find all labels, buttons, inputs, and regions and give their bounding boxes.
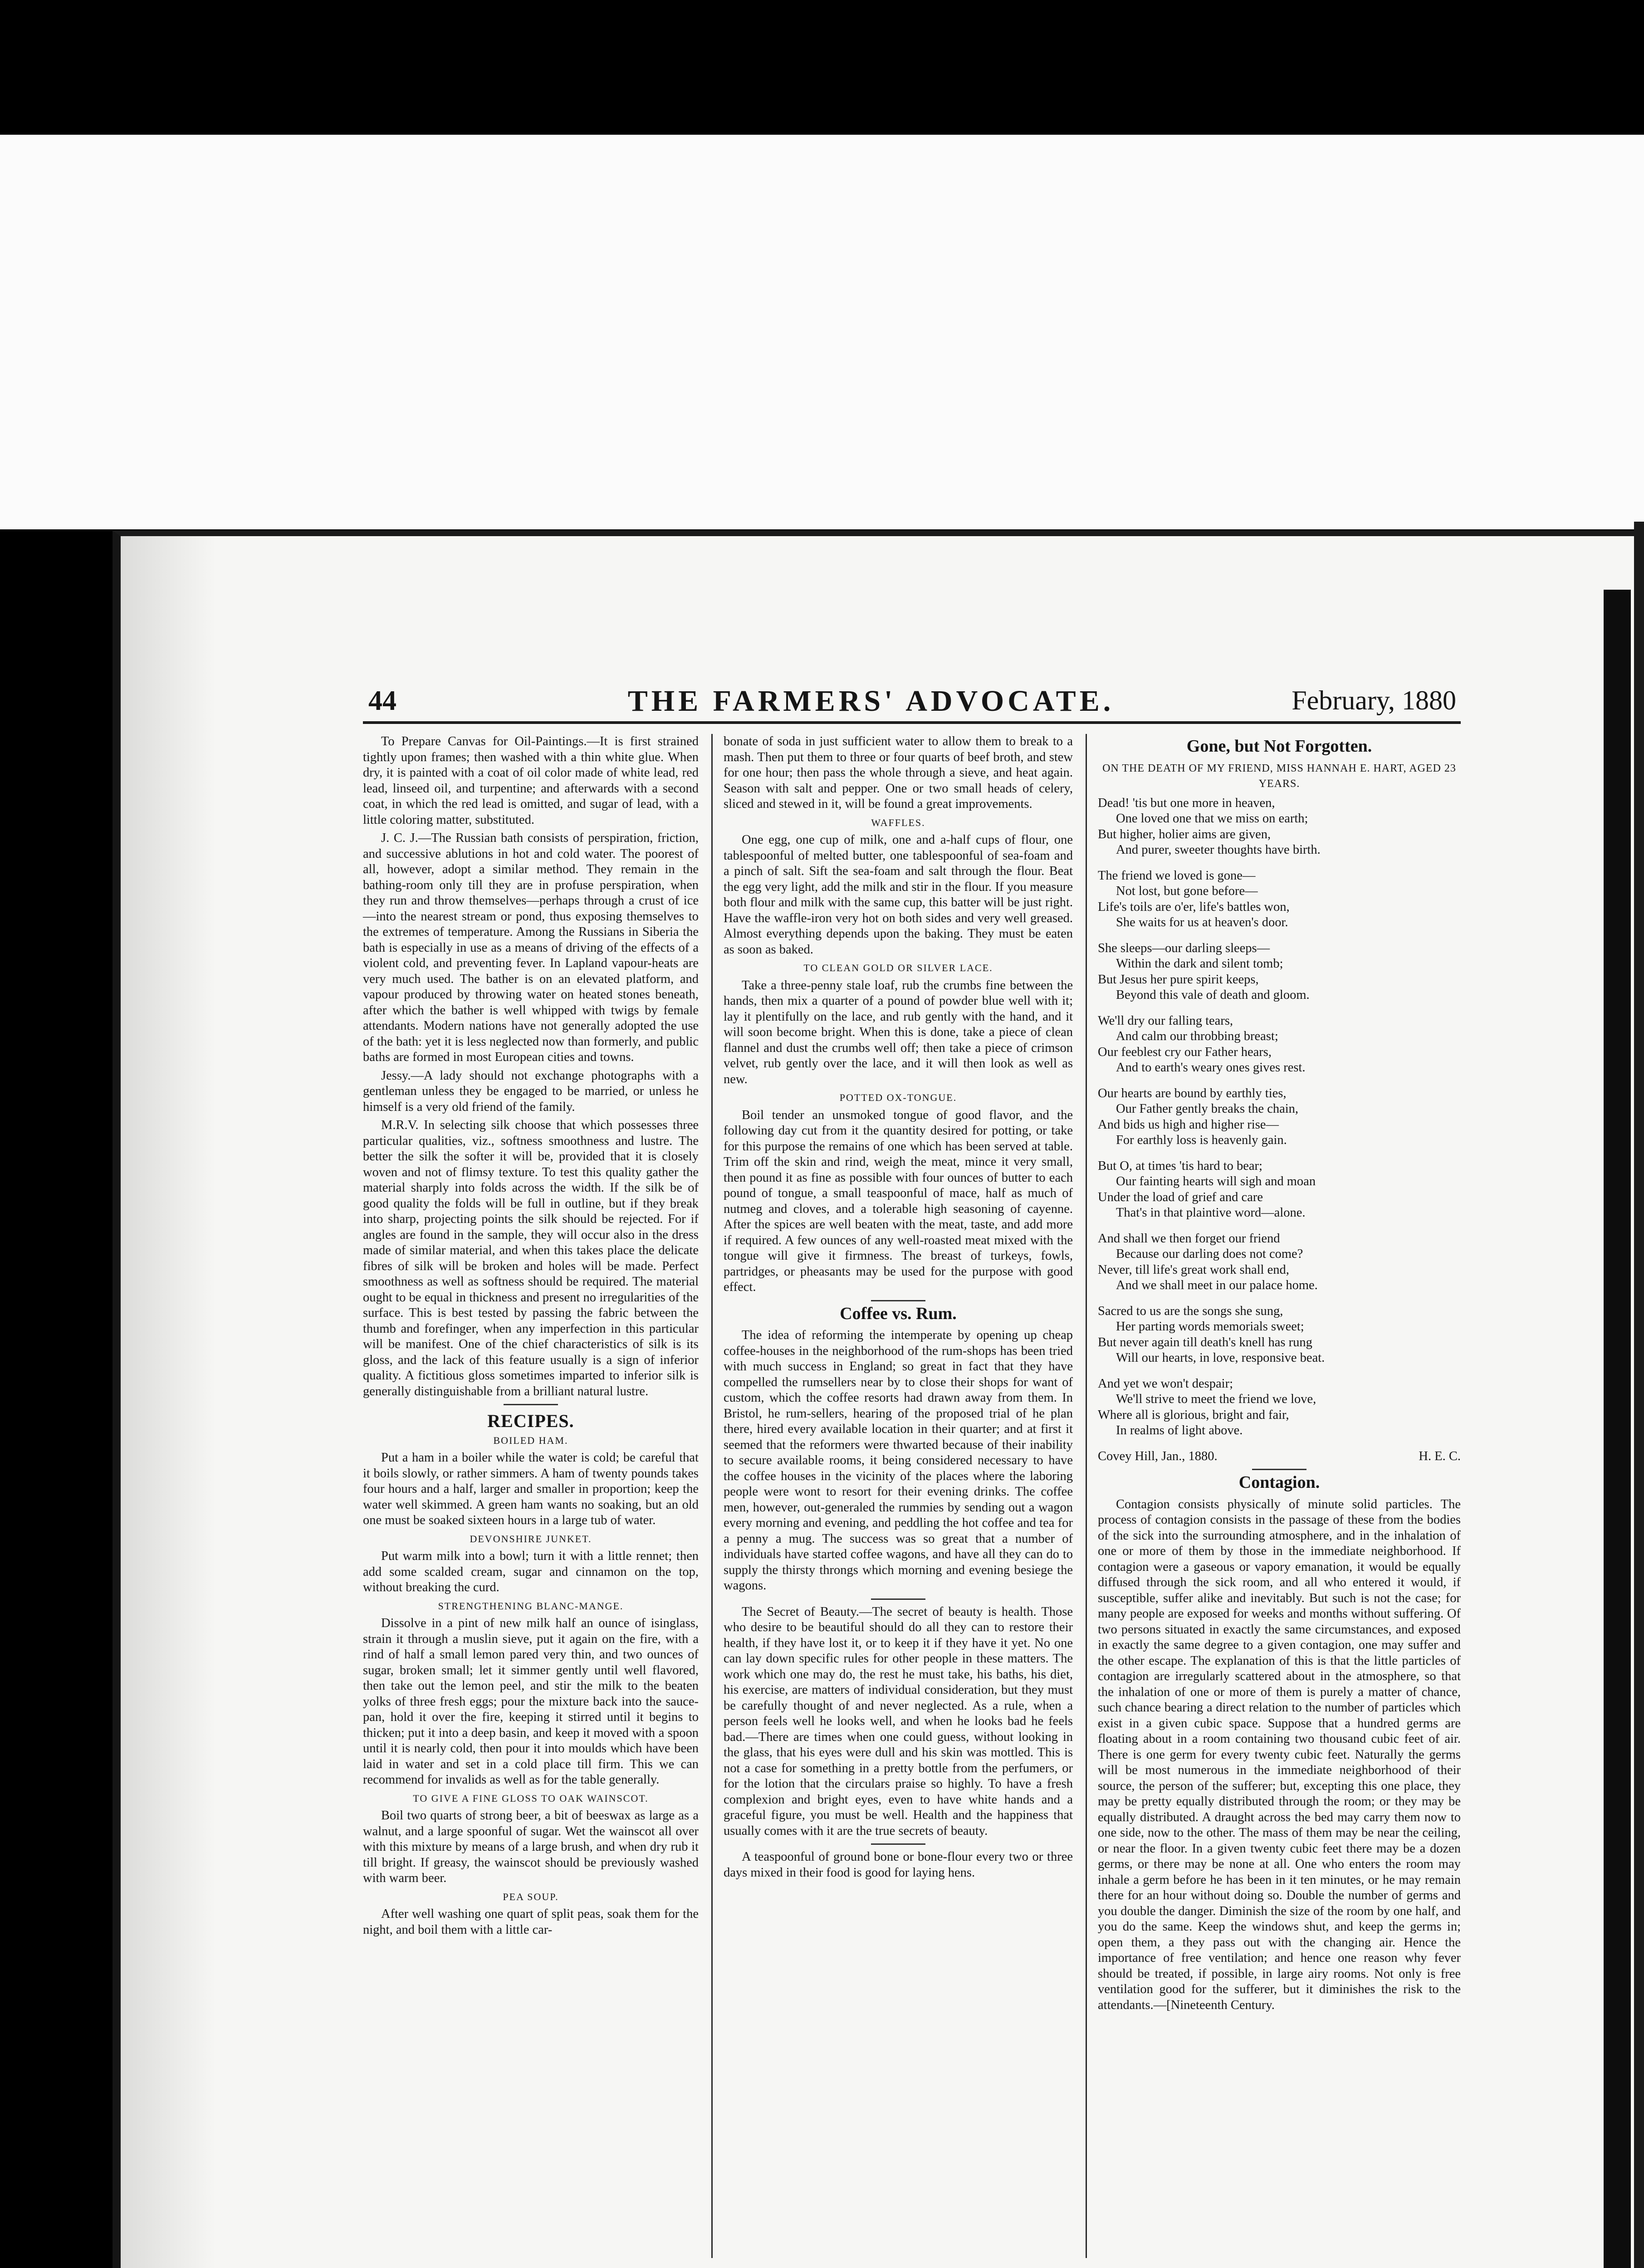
coffee-rum-heading: Coffee vs. Rum. — [840, 1304, 957, 1323]
divider — [871, 1300, 925, 1301]
recipe-title: DEVONSHIRE JUNKET. — [470, 1533, 592, 1545]
poem-line: Our Father gently breaks the chain, — [1116, 1102, 1299, 1116]
poem-line: That's in that plaintive word—alone. — [1116, 1206, 1306, 1220]
poem-dedication: ON THE DEATH OF MY FRIEND, MISS HANNAH E. HART, AGED 23 YEARS. — [1102, 762, 1456, 790]
issue-date: February, 1880 — [1292, 685, 1456, 715]
upper-blank-sheet — [0, 135, 1644, 529]
poem-line: Dead! 'tis but one more in heaven, — [1098, 796, 1275, 810]
poem-line: Our fainting hearts will sigh and moan — [1116, 1174, 1316, 1188]
poem-stanza — [1098, 1376, 1461, 1439]
poem-line: And bids us high and higher rise— — [1098, 1117, 1279, 1132]
poem-line: The friend we loved is gone— — [1098, 868, 1256, 883]
poem-stanza — [1098, 1231, 1461, 1294]
poem-line: She waits for us at heaven's door. — [1116, 915, 1288, 929]
poem-line: Because our darling does not come? — [1116, 1247, 1303, 1261]
poem-stanza — [1098, 868, 1461, 931]
beauty-article: The Secret of Beauty.—The secret of beauty is health. Those who desire to be beautiful should do all they can to restore their health, if they have lost it, or to keep it if they have it yet. No one can lay down specific rules for other people in these matters. The work which one may do, the rest he must take, his baths, his diet, his exercise, are matters of individual consideration, but they must be carefully thought of and never neglected. As a rule, when a person feels well he looks well, and when he looks bad he feels bad.—There are times when one could guess, without looking in the glass, that his eyes were dull and his skin was mottled. This is not a case for something in a pretty bottle from the perfumers, or for the lotion that the circulars praise so highly. To have a fresh complexion and bright eyes, even to have white hands and a graceful figure, you must be well. Health and the happiness that usually comes with it are the true secrets of beauty. — [724, 1604, 1073, 1838]
recipe-title: TO CLEAN GOLD OR SILVER LACE. — [803, 962, 993, 973]
silk-article: M.R.V. In selecting silk choose that which possesses three particular qualities, viz., softness smoothness and lustre. The better the silk the softer it will be, provided that it is closely woven and not of flimsy texture. To test this quality gather the material sharply into folds across the width. If the silk be of good quality the folds will be full in outline, but if they break into sharp, projecting points the silk should be rejected. For if angles are found in the sample, they will occur also in the dress made of similar material, and when this takes place the delicate fibres of silk will be broken and holes will be made. Perfect smoothness as well as softness should be required. The material ought to be equal in thickness and present no irregularities of the surface. This is best tested by passing the fabric between the thumb and forefinger, when any imperfection in this particular will be manifest. One of the chief characteristics of silk is its gloss, and the lack of this feature usually is a sign of inferior quality. A fictitious gloss sometimes imparted to inferior silk is generally distinguishable from a brilliant natural lustre. — [363, 1118, 699, 1398]
right-scan-border — [1634, 522, 1644, 2268]
russian-bath-article: J. C. J.—The Russian bath consists of perspiration, friction, and successive ablutions in hot and cold water. The poorest of all, however, adopt a similar method. They remain in the bathing-room only till they are in profuse perspiration, when they run and throw themselves—perhaps through a crust of ice—into the nearest stream or pond, thus exposing themselves to the extremes of temperature. Among the Russians in Siberia the bath is especially in use as a means of driving of the effects of a violent cold, and preventing fever. In Lapland vapour-heats are very much used. The bather is on an elevated platform, and vapour produced by throwing water on heated stones beneath, after which the bather is well whipped with twigs by female attendants. Modern nations have not generally adopted the use of the bath: yet it is less neglected now than formerly, and public baths are formed in most European cities and towns. — [363, 831, 699, 1064]
poem-stanza — [1098, 1013, 1461, 1076]
recipe-title: PEA SOUP. — [503, 1891, 559, 1902]
recipe-body: Dissolve in a pint of new milk half an ounce of isinglass, strain it through a muslin sieve, put it again on the fire, with a rind of half a small lemon pared very thin, and two ounces of sugar, broken small; let it simmer gently until well flavored, then take out the lemon peel, and stir the milk to the beaten yolks of three fresh eggs; pour the mixture back into the sauce-pan, hold it over the fire, keeping it stirred until it begins to thicken; put it into a deep basin, and keep it moved with a spoon until it is nearly cold, then pour it into moulds which have been laid in water and set in a cold place till firm. This we can recommend for invalids as well as for the table generally. — [363, 1616, 699, 1787]
poem-line: And shall we then forget our friend — [1098, 1231, 1280, 1246]
page-header — [363, 680, 1461, 724]
divider — [871, 1598, 925, 1600]
poem-line: Beyond this vale of death and gloom. — [1116, 988, 1310, 1002]
poem-line: In realms of light above. — [1116, 1423, 1243, 1437]
recipe-title: STRENGTHENING BLANC-MANGE. — [438, 1600, 624, 1612]
column-rule-1 — [711, 734, 713, 2258]
contagion-article: Contagion consists physically of minute solid particles. The process of contagion consists in the passage of these from the bodies of the sick into the surrounding atmosphere, and in the inhalation of one or more of them by those in the immediate neighborhood. If contagion were a gaseous or vapory emanation, it would be equally diffused through the sick room, and all who entered it would, if susceptible, suffer alike and inevitably. But such is not the case; for many people are exposed for weeks and months without suffering. Of two persons situated in exactly the same circumstances, and exposed in exactly the same degree to a given contagion, one may suffer and the other escape. The explanation of this is that the little particles of contagion are irregularly scattered about in the atmosphere, so that the inhalation of one or more of them is purely a matter of chance, such chance bearing a direct relation to the number of particles which exist in a given cubic space. Suppose that a hundred germs are floating about in a room containing two thousand cubic feet of air. There is one germ for every twenty cubic feet. Naturally the germs will be most numerous in the immediate neighborhood of their source, the person of the sufferer; but, excepting this one place, they may be pretty equally distributed through the room; or they may be equally distributed. A draught across the bed may carry them now to one side, now to the other. The mass of them may be near the ceiling, or near the floor. In a given twenty cubic feet there may be a dozen germs, or there may be none at all. One who enters the room may inhale a germ before he has been in it ten minutes, or he may remain there for an hour without doing so. Double the number of germs and you double the danger. Diminish the size of the room by one half, and you do the same. Keep the windows shut, and keep the germs in; open them, a they pass out with the changing air. Hence the importance of free ventilation; and hence one reason why fever should be treated, if possible, in large airy rooms. Not only is free ventilation good for the sufferer, but it diminishes the risk to the attendants.—[Nineteenth Century. — [1098, 1497, 1461, 2012]
column-3 — [1098, 734, 1461, 2016]
recipe-title: POTTED OX-TONGUE. — [839, 1092, 957, 1103]
newspaper-page — [363, 680, 1461, 2268]
recipe-body: After well washing one quart of split peas, soak them for the night, and boil them with a little car- — [363, 1907, 699, 1937]
poem-line: But Jesus her pure spirit keeps, — [1098, 972, 1259, 987]
column-1 — [363, 734, 699, 1941]
coffee-rum-article: The idea of reforming the intemperate by opening up cheap coffee-houses in the neighborhood of the rum-shops has been tried with much success in England; so great in fact that they have compelled the rumsellers near by to close their shops for want of custom, which the coffee resorts had drawn away from them. In Bristol, he rum-sellers, hearing of the proposed trial of he plan there, hired every available location in their quarter; and at first it seemed that the reformers were thwarted because of their inability to secure available rooms, it being considered necessary to have the coffee houses in the vicinity of the places where the laboring people were wont to resort for their evening drinks. The coffee men, however, out-generaled the rummies by sending out a wagon every morning and evening, and peddling the hot coffee and tea for a penny a mug. The success was so great that a number of individuals have started coffee wagons, and have all they can do to supply the thirsty throngs which morning and evening besiege the wagons. — [724, 1328, 1073, 1593]
column-2 — [724, 734, 1073, 1883]
poem-initials: H. E. C. — [1419, 1449, 1461, 1463]
divider — [871, 1843, 925, 1845]
poem-line: Never, till life's great work shall end, — [1098, 1262, 1289, 1277]
recipe-body-continued: bonate of soda in just sufficient water to allow them to break to a mash. Then put them to three or four quarts of beef broth, and stew for one hour; then pass the whole through a sieve, and heat again. Season with salt and pepper. One or two small heads of celery, sliced and stewed in it, will be found a great improvements. — [724, 734, 1073, 811]
poem-stanza — [1098, 941, 1461, 1003]
recipes-heading: RECIPES. — [487, 1411, 574, 1431]
poem-line: Not lost, but gone before— — [1116, 884, 1258, 898]
divider — [1252, 1469, 1306, 1470]
poem-line: Her parting words memorials sweet; — [1116, 1320, 1304, 1334]
poem-line: One loved one that we miss on earth; — [1116, 811, 1308, 826]
poem-stanza — [1098, 1158, 1461, 1221]
poem-line: And to earth's weary ones gives rest. — [1116, 1061, 1306, 1075]
recipe-body: Put a ham in a boiler while the water is cold; be careful that it boils slowly, or rather simmers. A ham of twenty pounds takes four hours and a half, larger and smaller in proportion; keep the water well skimmed. A green ham wants no soaking, but an old one must be soaked sixteen hours in a large tub of water. — [363, 1451, 699, 1527]
poem-stanza — [1098, 796, 1461, 858]
poem-line: Within the dark and silent tomb; — [1116, 957, 1283, 971]
recipe-title: WAFFLES. — [871, 816, 925, 828]
poem-line: Under the load of grief and care — [1098, 1190, 1263, 1204]
column-rule-2 — [1086, 734, 1087, 2258]
poem-line: Our feeblest cry our Father hears, — [1098, 1045, 1272, 1059]
right-binding-strip — [1604, 590, 1631, 2268]
poem-line: Will our hearts, in love, responsive beat. — [1116, 1351, 1325, 1365]
poem-stanza — [1098, 1086, 1461, 1149]
poem-line: But never again till death's knell has rung — [1098, 1335, 1312, 1349]
recipe-body: One egg, one cup of milk, one and a-half cups of flour, one tablespoonful of melted butter, one tablespoonful of sea-foam and a pinch of salt. Sift the sea-foam and salt through the flour. Beat the egg very light, add the milk and stir in the flour. If you measure both flour and milk with the same cup, this batter will be just right. Have the waffle-iron very hot on both sides and very well greased. Almost everything depends upon the baking. They must be eaten as soon as baked. — [724, 833, 1073, 957]
divider — [504, 1404, 558, 1405]
recipe-title: TO GIVE A FINE GLOSS TO OAK WAINSCOT. — [413, 1792, 649, 1804]
poem-line: But O, at times 'tis hard to bear; — [1098, 1158, 1262, 1173]
binding-shadow — [121, 536, 216, 2268]
poem-place: Covey Hill, Jan., 1880. — [1098, 1449, 1218, 1463]
poem-title: Gone, but Not Forgotten. — [1186, 737, 1372, 756]
poem-line: And yet we won't despair; — [1098, 1376, 1233, 1391]
contagion-heading: Contagion. — [1238, 1473, 1320, 1492]
poem-signature — [1098, 1449, 1461, 1465]
jessy-answer: Jessy.—A lady should not exchange photographs with a gentleman unless they be engaged to be married, or unless he himself is a very old friend of the family. — [363, 1068, 699, 1114]
poem-line: And purer, sweeter thoughts have birth. — [1116, 843, 1321, 857]
poem-stanza — [1098, 1304, 1461, 1366]
poem-line: And calm our throbbing breast; — [1116, 1029, 1278, 1043]
poem-line: Our hearts are bound by earthly ties, — [1098, 1086, 1287, 1100]
poem-line: But higher, holier aims are given, — [1098, 827, 1271, 841]
poem — [1098, 796, 1461, 1439]
poem-line: We'll strive to meet the friend we love, — [1116, 1392, 1316, 1406]
poem-line: Sacred to us are the songs she sung, — [1098, 1304, 1283, 1318]
canvas-article: To Prepare Canvas for Oil-Paintings.—It is first strained tightly upon frames; then washed with a thin white glue. When dry, it is painted with a coat of oil color made of white lead, red lead, linseed oil, and turpentine; and afterwards with a second coat, in which the red lead is omitted, and sugar of lead, with a little coloring matter, substituted. — [363, 734, 699, 827]
poem-line: For earthly loss is heavenly gain. — [1116, 1133, 1287, 1147]
poem-line: She sleeps—our darling sleeps— — [1098, 941, 1270, 955]
recipe-body: Take a three-penny stale loaf, rub the crumbs fine between the hands, then mix a quarter of a pound of powder blue well with it; lay it plentifully on the lace, and rub gently with the hand, and it will soon become bright. When this is done, take a piece of clean flannel and dust the crumbs well off; then take a piece of crimson velvet, rub gently over the lace, and it will then look as well as new. — [724, 978, 1073, 1086]
poem-line: And we shall meet in our palace home. — [1116, 1278, 1318, 1292]
poem-line: We'll dry our falling tears, — [1098, 1013, 1233, 1028]
recipe-body: Put warm milk into a bowl; turn it with a little rennet; then add some scalded cream, sugar and cinnamon on the top, without breaking the curd. — [363, 1549, 699, 1594]
masthead: THE FARMERS' ADVOCATE. — [627, 684, 1115, 718]
poem-line: Life's toils are o'er, life's battles won, — [1098, 899, 1290, 914]
recipe-body: Boil tender an unsmoked tongue of good flavor, and the following day cut from it the quantity desired for potting, or take for this purpose the remains of one which has been served at table. Trim off the skin and rind, weigh the meat, mince it very small, then pound it as fine as possible with four ounces of butter to each pound of tongue, a small teaspoonful of mace, half as much of nutmeg and cloves, and a tolerable high seasoning of cayenne. After the spices are well beaten with the meat, taste, and add more if required. A few ounces of any well-roasted meat mixed with the tongue will give it firmness. The breast of turkeys, fowls, partridges, or pheasants may be used for the purpose with good effect. — [724, 1108, 1073, 1294]
recipe-body: Boil two quarts of strong beer, a bit of beeswax as large as a walnut, and a large spoonful of sugar. Wet the wainscot all over with this mixture by means of a large brush, and when dry rub it till bright. If greasy, the wainscot should be previously washed with warm beer. — [363, 1809, 699, 1885]
recipe-title: BOILED HAM. — [493, 1434, 568, 1446]
page-number: 44 — [368, 685, 396, 716]
bone-flour-note: A teaspoonful of ground bone or bone-flour every two or three days mixed in their food is good for laying hens. — [724, 1850, 1073, 1880]
poem-line: Where all is glorious, bright and fair, — [1098, 1408, 1289, 1422]
